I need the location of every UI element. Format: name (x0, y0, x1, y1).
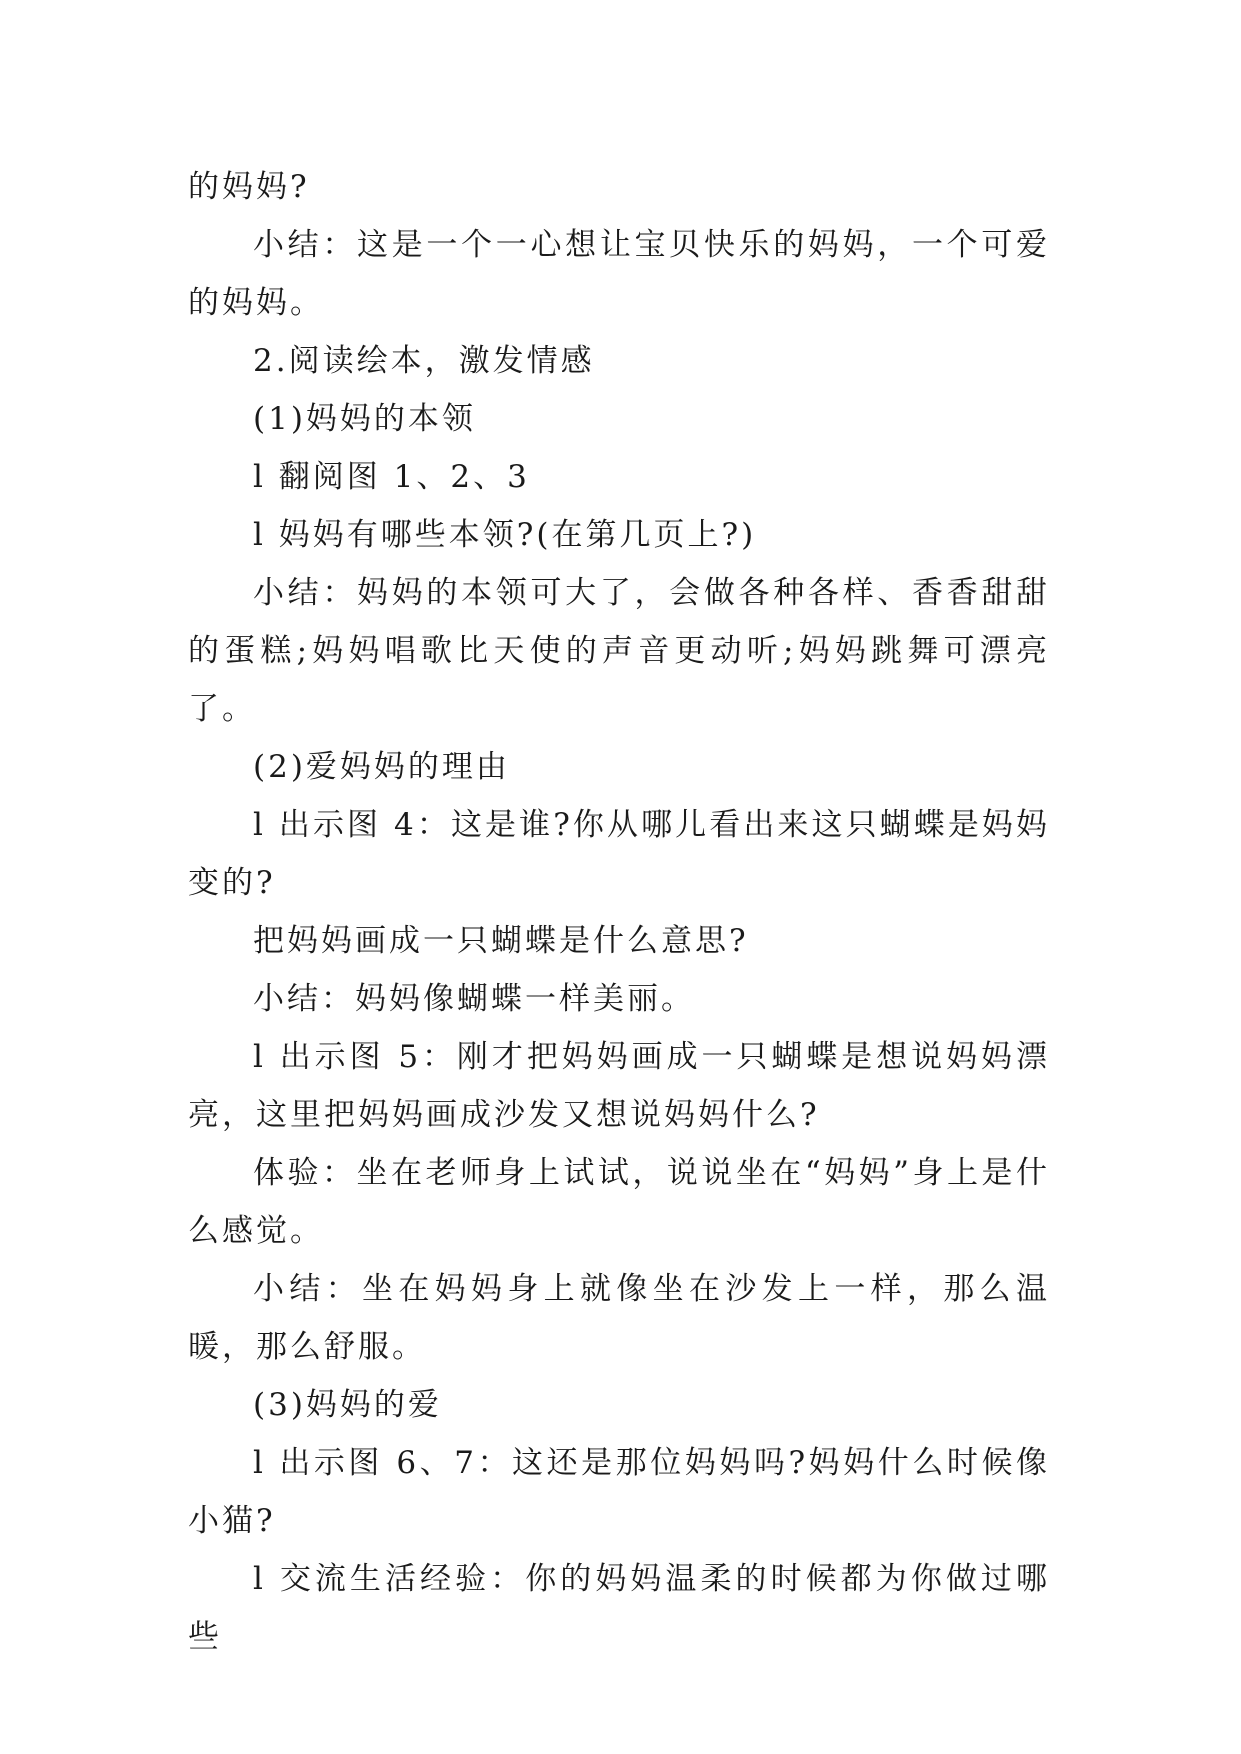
paragraph: 小结：妈妈像蝴蝶一样美丽。 (253, 981, 695, 1017)
paragraph: 把妈妈画成一只蝴蝶是什么意思? (253, 923, 749, 959)
paragraph: 小结：坐在妈妈身上就像坐在沙发上一样，那么温暖，那么舒服。 (188, 1271, 1050, 1365)
list-item: l 交流生活经验：你的妈妈温柔的时候都为你做过哪些 (188, 1561, 1050, 1655)
paragraph: 的妈妈? (188, 169, 310, 205)
section-heading: 2.阅读绘本，激发情感 (253, 343, 595, 379)
paragraph: 小结：妈妈的本领可大了，会做各种各样、香香甜甜的蛋糕;妈妈唱歌比天使的声音更动听;妈妈跳舞可漂亮了。 (188, 575, 1050, 727)
subsection-heading: (1)妈妈的本领 (253, 401, 476, 437)
list-item: l 出示图 5：刚才把妈妈画成一只蝴蝶是想说妈妈漂亮，这里把妈妈画成沙发又想说妈妈什么? (188, 1039, 1050, 1133)
paragraph: 小结：这是一个一心想让宝贝快乐的妈妈，一个可爱的妈妈。 (188, 227, 1050, 321)
document-body (188, 158, 1050, 1666)
paragraph: 体验：坐在老师身上试试，说说坐在“妈妈”身上是什么感觉。 (188, 1155, 1050, 1249)
subsection-heading: (3)妈妈的爱 (253, 1387, 442, 1423)
subsection-heading: (2)爱妈妈的理由 (253, 749, 510, 785)
list-item: l 出示图 6、7：这还是那位妈妈吗?妈妈什么时候像小猫? (188, 1445, 1050, 1539)
list-item: l 翻阅图 1、2、3 (253, 459, 530, 495)
list-item: l 妈妈有哪些本领?(在第几页上?) (253, 517, 757, 553)
list-item: l 出示图 4：这是谁?你从哪儿看出来这只蝴蝶是妈妈变的? (188, 807, 1050, 901)
